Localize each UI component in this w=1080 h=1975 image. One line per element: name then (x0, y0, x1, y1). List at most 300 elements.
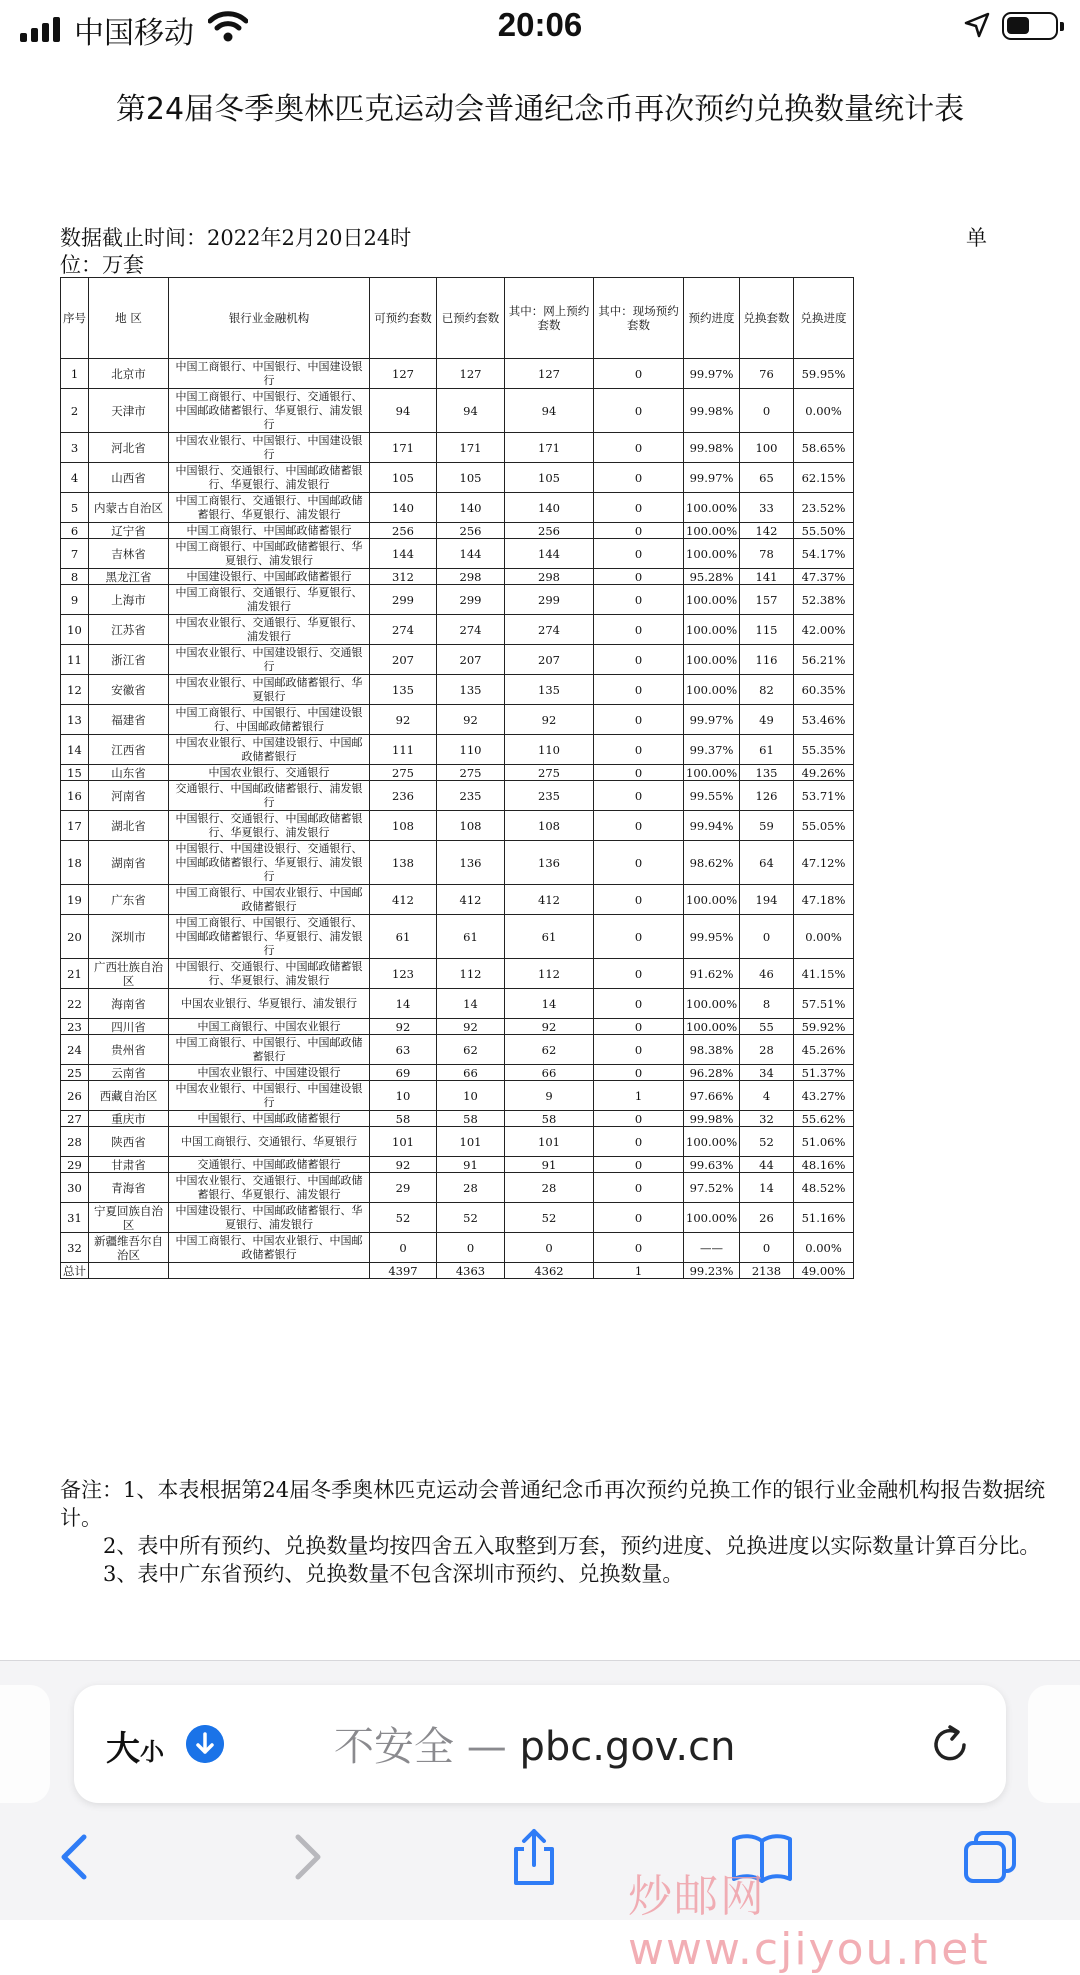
table-cell: 48.52% (794, 1173, 854, 1203)
table-cell: 66 (437, 1065, 505, 1081)
table-cell: 中国工商银行、交通银行、华夏银行 (169, 1127, 370, 1157)
table-cell: 34 (740, 1065, 794, 1081)
table-cell: 299 (505, 585, 594, 615)
table-cell: 0 (594, 1173, 684, 1203)
table-cell: 49 (740, 705, 794, 735)
table-cell: 甘肃省 (89, 1157, 169, 1173)
table-cell: 49.26% (794, 765, 854, 781)
table-cell: 100.00% (684, 989, 740, 1019)
table-cell: 28 (61, 1127, 89, 1157)
table-cell: 中国农业银行、中国邮政储蓄银行、华夏银行 (169, 675, 370, 705)
table-row (61, 959, 854, 989)
table-cell: 97.52% (684, 1173, 740, 1203)
table-cell: 29 (61, 1157, 89, 1173)
table-cell: 福建省 (89, 705, 169, 735)
table-cell: 59.92% (794, 1019, 854, 1035)
table-row (61, 675, 854, 705)
carrier-name: 中国移动 (74, 16, 194, 51)
table-cell: 1 (594, 1081, 684, 1111)
table-cell: 256 (505, 523, 594, 539)
table-cell: 中国农业银行、中国建设银行 (169, 1065, 370, 1081)
table-cell: 0 (594, 359, 684, 389)
watermark: 炒邮网 www.cjiyou.net (628, 1871, 990, 1975)
table-cell: 天津市 (89, 389, 169, 433)
table-cell: 0 (594, 493, 684, 523)
table-cell: 27 (61, 1111, 89, 1127)
table-cell: 四川省 (89, 1019, 169, 1035)
table-cell: 100.00% (684, 539, 740, 569)
security-label: 不安全 — (334, 1724, 520, 1770)
table-cell: 115 (740, 615, 794, 645)
table-cell: 19 (61, 885, 89, 915)
address-bar[interactable] (74, 1685, 1006, 1803)
table-header-cell: 其中：网上预约套数 (505, 278, 594, 359)
table-cell: 298 (437, 569, 505, 585)
table-cell: 31 (61, 1203, 89, 1233)
note-3: 3、表中广东省预约、兑换数量不包含深圳市预约、兑换数量。 (103, 1562, 684, 1586)
table-row (61, 1065, 854, 1081)
table-cell: 21 (61, 959, 89, 989)
url-text[interactable] (334, 1715, 735, 1772)
table-cell: 45.26% (794, 1035, 854, 1065)
table-cell: 142 (740, 523, 794, 539)
table-cell: 2 (61, 389, 89, 433)
table-cell: 100.00% (684, 493, 740, 523)
table-cell: 55.62% (794, 1111, 854, 1127)
table-row (61, 493, 854, 523)
table-cell: 4 (740, 1081, 794, 1111)
table-cell: 60.35% (794, 675, 854, 705)
data-cutoff-time: 数据截止时间：2022年2月20日24时 (60, 226, 412, 250)
table-cell: 0 (594, 569, 684, 585)
table-cell: 116 (740, 645, 794, 675)
table-cell: 14 (370, 989, 437, 1019)
table-cell: 54.17% (794, 539, 854, 569)
table-cell: 51.16% (794, 1203, 854, 1233)
table-cell: 海南省 (89, 989, 169, 1019)
table-cell: 92 (437, 705, 505, 735)
table-cell: 0 (594, 1065, 684, 1081)
table-cell: 91 (505, 1157, 594, 1173)
table-cell: 299 (437, 585, 505, 615)
table-row (61, 705, 854, 735)
table-cell: 0 (594, 1157, 684, 1173)
back-arrow-icon[interactable] (56, 1827, 92, 1887)
table-header-cell: 预约进度 (684, 278, 740, 359)
table-cell: 内蒙古自治区 (89, 493, 169, 523)
table-row (61, 523, 854, 539)
table-row (61, 569, 854, 585)
table-cell: 61 (505, 915, 594, 959)
table-cell: 0 (740, 1233, 794, 1263)
table-cell: 交通银行、中国邮政储蓄银行、浦发银行 (169, 781, 370, 811)
table-cell: 0.00% (794, 389, 854, 433)
table-row (61, 989, 854, 1019)
table-cell: 274 (437, 615, 505, 645)
table-cell: 299 (370, 585, 437, 615)
table-row (61, 585, 854, 615)
table-cell: 62 (437, 1035, 505, 1065)
table-cell: 中国工商银行、中国邮政储蓄银行、华夏银行、浦发银行 (169, 539, 370, 569)
table-cell: 江苏省 (89, 615, 169, 645)
table-cell: 33 (740, 493, 794, 523)
table-cell: 99.98% (684, 389, 740, 433)
table-cell: 101 (505, 1127, 594, 1157)
table-header-cell: 地 区 (89, 278, 169, 359)
table-cell (89, 1263, 169, 1279)
table-cell: 0 (594, 1111, 684, 1127)
table-cell: 中国工商银行、中国农业银行、中国邮政储蓄银行 (169, 885, 370, 915)
table-cell: 0 (594, 781, 684, 811)
table-cell: 0 (594, 705, 684, 735)
table-row (61, 811, 854, 841)
table-cell: 山东省 (89, 765, 169, 781)
table-cell: 92 (505, 1019, 594, 1035)
table-cell: 北京市 (89, 359, 169, 389)
table-cell: 99.37% (684, 735, 740, 765)
table-cell: 26 (740, 1203, 794, 1233)
note-1: 备注：1、本表根据第24届冬季奥林匹克运动会普通纪念币再次预约兑换工作的银行业金融机构报告数据统计。 (60, 1478, 1046, 1530)
table-cell: 0 (594, 841, 684, 885)
table-cell: 61 (437, 915, 505, 959)
table-cell: 99.98% (684, 1111, 740, 1127)
table-cell: 112 (437, 959, 505, 989)
table-cell: 51.37% (794, 1065, 854, 1081)
table-cell: 141 (740, 569, 794, 585)
table-cell: 0 (594, 1127, 684, 1157)
note-2: 2、表中所有预约、兑换数量均按四舍五入取整到万套，预约进度、兑换进度以实际数量计算百分比。 (103, 1534, 1041, 1558)
table-cell: 河南省 (89, 781, 169, 811)
table-cell: 0.00% (794, 1233, 854, 1263)
table-cell: 275 (505, 765, 594, 781)
table-cell: 136 (505, 841, 594, 885)
table-header-cell: 兑换进度 (794, 278, 854, 359)
table-cell: 中国工商银行、中国农业银行 (169, 1019, 370, 1035)
table-cell: 157 (740, 585, 794, 615)
table-cell: 99.97% (684, 705, 740, 735)
table-cell: 274 (370, 615, 437, 645)
table-cell: 99.97% (684, 359, 740, 389)
table-cell: 中国银行、中国邮政储蓄银行 (169, 1111, 370, 1127)
table-header-cell: 序号 (61, 278, 89, 359)
table-header-cell: 银行业金融机构 (169, 278, 370, 359)
table-cell: 52.38% (794, 585, 854, 615)
table-cell: 14 (61, 735, 89, 765)
table-cell: 中国农业银行、中国银行、中国建设银行 (169, 433, 370, 463)
table-cell: 95.28% (684, 569, 740, 585)
table-cell: 中国银行、交通银行、中国邮政储蓄银行、华夏银行、浦发银行 (169, 959, 370, 989)
table-cell: 新疆维吾尔自治区 (89, 1233, 169, 1263)
notes (60, 1476, 1050, 1588)
table-cell: 235 (505, 781, 594, 811)
table-cell: 中国农业银行、中国建设银行、中国邮政储蓄银行 (169, 735, 370, 765)
table-cell: 23.52% (794, 493, 854, 523)
status-bar (0, 0, 1080, 56)
table-cell: 6 (61, 523, 89, 539)
table-cell: 西藏自治区 (89, 1081, 169, 1111)
table-cell: 110 (437, 735, 505, 765)
forward-arrow-icon[interactable] (290, 1827, 326, 1887)
table-cell: 47.37% (794, 569, 854, 585)
table-cell: 18 (61, 841, 89, 885)
battery-icon (1002, 12, 1058, 40)
table-cell: 47.18% (794, 885, 854, 915)
table-cell: 0 (594, 811, 684, 841)
table-cell: 111 (370, 735, 437, 765)
table-cell: 中国农业银行、华夏银行、浦发银行 (169, 989, 370, 1019)
table-cell: 中国农业银行、交通银行、华夏银行、浦发银行 (169, 615, 370, 645)
table-cell: 110 (505, 735, 594, 765)
previous-tab-preview[interactable] (0, 1685, 50, 1803)
table-cell: 53.71% (794, 781, 854, 811)
table-cell: 15 (61, 765, 89, 781)
table-cell: 94 (370, 389, 437, 433)
table-cell: 94 (505, 389, 594, 433)
table-cell: 20 (61, 915, 89, 959)
table-cell: 412 (505, 885, 594, 915)
table-cell: 99.97% (684, 463, 740, 493)
table-cell: 100.00% (684, 675, 740, 705)
table-cell: 0 (740, 915, 794, 959)
table-row (61, 1173, 854, 1203)
table-cell: 100.00% (684, 765, 740, 781)
table-cell: 108 (437, 811, 505, 841)
table-cell: 交通银行、中国邮政储蓄银行 (169, 1157, 370, 1173)
text-size-button[interactable]: 大小 (106, 1729, 164, 1769)
table-cell: 69 (370, 1065, 437, 1081)
table-cell: 135 (740, 765, 794, 781)
table-cell: 中国农业银行、中国银行、中国建设银行 (169, 1081, 370, 1111)
table-cell: 1 (61, 359, 89, 389)
table-cell: 30 (61, 1173, 89, 1203)
table-cell: 91.62% (684, 959, 740, 989)
table-cell: 4363 (437, 1263, 505, 1279)
table-cell: 207 (370, 645, 437, 675)
table-cell: 中国工商银行、中国银行、中国邮政储蓄银行 (169, 1035, 370, 1065)
table-cell (169, 1263, 370, 1279)
table-cell: 136 (437, 841, 505, 885)
table-cell: 100.00% (684, 615, 740, 645)
table-cell: 4 (61, 463, 89, 493)
table-cell: 127 (505, 359, 594, 389)
reload-icon[interactable] (928, 1723, 972, 1767)
table-cell: 中国工商银行、中国农业银行、中国邮政储蓄银行 (169, 1233, 370, 1263)
table-cell: 140 (505, 493, 594, 523)
table-cell: 127 (437, 359, 505, 389)
table-cell: 94 (437, 389, 505, 433)
table-row (61, 615, 854, 645)
table-cell: 66 (505, 1065, 594, 1081)
table-cell: 上海市 (89, 585, 169, 615)
table-cell: 贵州省 (89, 1035, 169, 1065)
table-cell: 97.66% (684, 1081, 740, 1111)
table-cell: 65 (740, 463, 794, 493)
table-cell: 207 (505, 645, 594, 675)
table-cell: 63 (370, 1035, 437, 1065)
table-cell: 12 (61, 675, 89, 705)
table-cell: 0 (594, 645, 684, 675)
table-cell: 0 (594, 463, 684, 493)
table-cell: 0 (594, 675, 684, 705)
table-cell: 中国工商银行、中国银行、交通银行、中国邮政储蓄银行、华夏银行、浦发银行 (169, 915, 370, 959)
table-cell: 9 (61, 585, 89, 615)
table-row (61, 389, 854, 433)
table-row (61, 433, 854, 463)
table-cell: 92 (505, 705, 594, 735)
table-cell: 275 (437, 765, 505, 781)
table-cell: 0 (594, 1203, 684, 1233)
table-cell: 0 (370, 1233, 437, 1263)
table-row (61, 1081, 854, 1111)
table-row (61, 1019, 854, 1035)
table-row (61, 1157, 854, 1173)
table-cell: 51.06% (794, 1127, 854, 1157)
table-cell: 22 (61, 989, 89, 1019)
table-row (61, 781, 854, 811)
table-cell: 108 (505, 811, 594, 841)
table-cell: 黑龙江省 (89, 569, 169, 585)
table-cell: 41.15% (794, 959, 854, 989)
table-cell: 陕西省 (89, 1127, 169, 1157)
table-row (61, 1203, 854, 1233)
share-icon[interactable] (506, 1827, 562, 1887)
table-cell: 中国农业银行、交通银行、中国邮政储蓄银行、华夏银行、浦发银行 (169, 1173, 370, 1203)
table-cell: 9 (505, 1081, 594, 1111)
table-cell: 0 (594, 433, 684, 463)
table-row (61, 645, 854, 675)
table-row (61, 1233, 854, 1263)
total-row (61, 1263, 854, 1279)
table-cell: 55 (740, 1019, 794, 1035)
table-cell: 0 (740, 389, 794, 433)
unit-label-continued: 位：万套 (60, 253, 144, 277)
table-cell: 135 (505, 675, 594, 705)
table-cell: 3 (61, 433, 89, 463)
table-cell: 59 (740, 811, 794, 841)
table-cell: 中国银行、交通银行、中国邮政储蓄银行、华夏银行、浦发银行 (169, 811, 370, 841)
table-cell: 1 (594, 1263, 684, 1279)
table-cell: 中国工商银行、中国银行、交通银行、中国邮政储蓄银行、华夏银行、浦发银行 (169, 389, 370, 433)
table-cell: 99.55% (684, 781, 740, 811)
table-cell: 23 (61, 1019, 89, 1035)
table-cell: 58 (437, 1111, 505, 1127)
table-cell: 58 (505, 1111, 594, 1127)
table-cell: 99.95% (684, 915, 740, 959)
table-cell: 127 (370, 359, 437, 389)
table-cell: 105 (437, 463, 505, 493)
table-cell: 32 (740, 1111, 794, 1127)
table-cell: 云南省 (89, 1065, 169, 1081)
table-cell: 0 (594, 765, 684, 781)
table-cell: 5 (61, 493, 89, 523)
table-cell: 0 (594, 389, 684, 433)
table-cell: 11 (61, 645, 89, 675)
table-cell: 中国建设银行、中国邮政储蓄银行、华夏银行、浦发银行 (169, 1203, 370, 1233)
table-cell: 61 (740, 735, 794, 765)
table-cell: 0 (594, 989, 684, 1019)
clock: 20:06 (497, 6, 583, 43)
table-cell: 广西壮族自治区 (89, 959, 169, 989)
table-cell: 55.50% (794, 523, 854, 539)
table-cell: 13 (61, 705, 89, 735)
table-cell: 24 (61, 1035, 89, 1065)
table-cell: 14 (437, 989, 505, 1019)
table-cell: 100.00% (684, 1203, 740, 1233)
table-cell: 44 (740, 1157, 794, 1173)
table-cell: 62 (505, 1035, 594, 1065)
table-cell: 25 (61, 1065, 89, 1081)
table-cell: 194 (740, 885, 794, 915)
table-cell: 52 (505, 1203, 594, 1233)
table-cell: 100 (740, 433, 794, 463)
table-cell: 47.12% (794, 841, 854, 885)
table-cell: 浙江省 (89, 645, 169, 675)
table-cell: 412 (437, 885, 505, 915)
table-cell: 0.00% (794, 915, 854, 959)
download-icon[interactable] (186, 1725, 224, 1763)
table-cell: 98.62% (684, 841, 740, 885)
table-cell: 105 (370, 463, 437, 493)
table-cell: 4362 (505, 1263, 594, 1279)
table-cell: 171 (370, 433, 437, 463)
table-cell: 92 (370, 1019, 437, 1035)
table-cell: 辽宁省 (89, 523, 169, 539)
table-cell: 52 (740, 1127, 794, 1157)
table-cell: 52 (370, 1203, 437, 1233)
table-header-cell: 兑换套数 (740, 278, 794, 359)
table-cell: 江西省 (89, 735, 169, 765)
table-cell: 中国建设银行、中国邮政储蓄银行 (169, 569, 370, 585)
table-cell: 144 (437, 539, 505, 569)
table-cell: 236 (370, 781, 437, 811)
table-row (61, 915, 854, 959)
table-cell: 123 (370, 959, 437, 989)
table-cell: 62.15% (794, 463, 854, 493)
table-cell: 101 (437, 1127, 505, 1157)
table-cell: 256 (437, 523, 505, 539)
table-cell: 中国工商银行、交通银行、华夏银行、浦发银行 (169, 585, 370, 615)
statistics-table (60, 277, 854, 1279)
table-row (61, 885, 854, 915)
table-cell: 总计 (61, 1263, 89, 1279)
domain-label: pbc.gov.cn (519, 1724, 736, 1770)
table-cell: 82 (740, 675, 794, 705)
table-cell: 湖南省 (89, 841, 169, 885)
table-cell: 8 (740, 989, 794, 1019)
location-arrow-icon (964, 12, 990, 38)
table-cell: 0 (594, 885, 684, 915)
table-cell: 126 (740, 781, 794, 811)
table-cell: 100.00% (684, 523, 740, 539)
table-cell: 91 (437, 1157, 505, 1173)
table-cell: 32 (61, 1233, 89, 1263)
table-cell: 100.00% (684, 1019, 740, 1035)
table-cell: 吉林省 (89, 539, 169, 569)
table-cell: 0 (594, 539, 684, 569)
next-tab-preview[interactable] (1028, 1685, 1080, 1803)
table-row (61, 1127, 854, 1157)
table-cell: 53.46% (794, 705, 854, 735)
table-cell: 298 (505, 569, 594, 585)
table-cell: 2138 (740, 1263, 794, 1279)
table-cell: 中国工商银行、中国银行、中国建设银行、中国邮政储蓄银行 (169, 705, 370, 735)
table-cell: 55.35% (794, 735, 854, 765)
table-cell: 广东省 (89, 885, 169, 915)
unit-label: 单 (966, 226, 987, 250)
table-cell: 中国工商银行、中国邮政储蓄银行 (169, 523, 370, 539)
table-cell: 64 (740, 841, 794, 885)
table-row (61, 463, 854, 493)
